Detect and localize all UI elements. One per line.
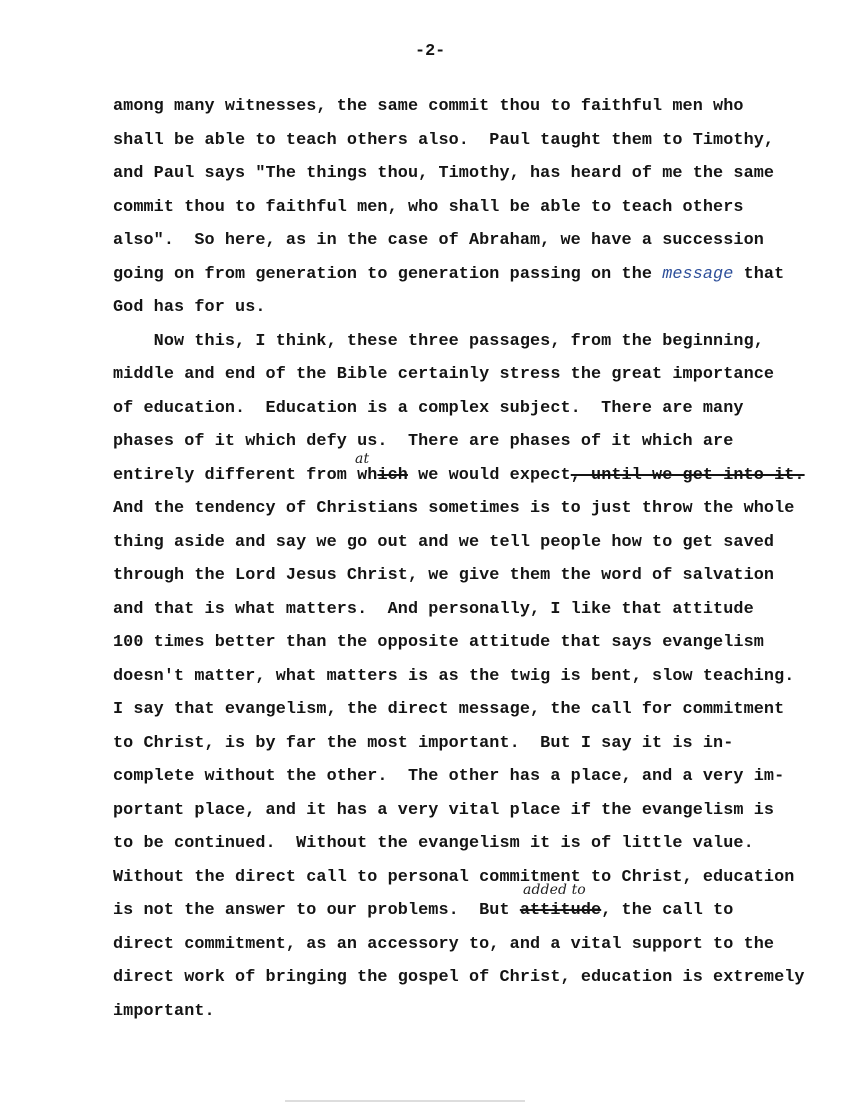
- text-line: [113, 727, 805, 761]
- document-body: [113, 90, 805, 1028]
- text-segment: doesn't matter, what matters is as the twig is bent, slow teaching.: [113, 666, 795, 686]
- text-line: [113, 191, 805, 225]
- text-segment: thing aside and say we go out and we tell people how to get saved: [113, 532, 775, 552]
- handwritten-insertion: at: [355, 450, 370, 467]
- text-line: [113, 626, 805, 660]
- text-line: [113, 794, 805, 828]
- text-line: [113, 492, 805, 526]
- text-segment: going on from generation to generation passing on the: [113, 264, 663, 284]
- scan-edge: [285, 1100, 525, 1102]
- text-segment: And the tendency of Christians sometimes is to just throw the whole: [113, 499, 795, 518]
- text-segment: 100 times better than the opposite attitude that says evangelism: [113, 633, 764, 652]
- struck-text: attitude: [519, 901, 602, 920]
- text-line: [113, 760, 805, 794]
- highlighted-word: message: [662, 264, 734, 284]
- text-line: [113, 224, 805, 258]
- text-line: [113, 593, 805, 627]
- text-line: [113, 693, 805, 727]
- page-number: -2-: [415, 42, 446, 61]
- text-line: [113, 526, 805, 560]
- text-line: [113, 928, 805, 962]
- text-segment: middle and end of the Bible certainly stress the great importance: [113, 365, 775, 384]
- text-segment: of education. Education is a complex subject. There are many: [113, 398, 744, 418]
- handwritten-insertion: added to: [523, 882, 586, 898]
- text-segment: important.: [113, 1001, 215, 1021]
- text-segment: entirely different from wh: [113, 465, 378, 485]
- text-line: [113, 325, 805, 359]
- text-line: [113, 450, 805, 493]
- text-line: [113, 995, 805, 1029]
- struck-text: ich: [377, 465, 408, 485]
- text-segment: and that is what matters. And personally, I like that attitude: [113, 599, 754, 619]
- text-segment: among many witnesses, the same commit thou to faithful men who: [113, 97, 744, 116]
- text-segment: shall be able to teach others also. Paul taught them to Timothy,: [113, 130, 775, 150]
- text-segment: phases of it which defy us. There are phases of it which are: [113, 432, 734, 451]
- text-line: [113, 861, 805, 895]
- text-segment: complete without the other. The other has a place, and a very im-: [113, 767, 785, 786]
- text-segment: , the call to: [601, 901, 734, 920]
- text-segment: direct work of bringing the gospel of Christ, education is extremely: [113, 968, 805, 987]
- text-segment: direct commitment, as an accessory to, and a vital support to the: [113, 934, 775, 954]
- text-segment: we would expect: [407, 465, 571, 485]
- text-segment: Now this, I think, these three passages, from the beginning,: [113, 331, 764, 351]
- text-line: [113, 358, 805, 392]
- text-segment: Without the direct call to personal commitment to Christ, education: [113, 867, 795, 887]
- text-line: [113, 90, 805, 124]
- text-line: [113, 157, 805, 191]
- text-line: [113, 124, 805, 158]
- text-line: [113, 291, 805, 325]
- text-segment: is not the answer to our problems. But: [113, 901, 520, 920]
- text-line: [113, 392, 805, 426]
- text-segment: also". So here, as in the case of Abraham, we have a succession: [113, 231, 764, 250]
- text-segment: through the Lord Jesus Christ, we give them the word of salvation: [113, 566, 775, 585]
- text-segment: that: [733, 264, 785, 284]
- text-segment: to be continued. Without the evangelism it is of little value.: [113, 834, 754, 853]
- text-line: [113, 425, 805, 459]
- text-line: [113, 882, 805, 928]
- text-segment: and Paul says "The things thou, Timothy, has heard of me the same: [113, 164, 775, 183]
- text-segment: God has for us.: [113, 298, 266, 317]
- text-segment: commit thou to faithful men, who shall be able to teach others: [113, 197, 744, 217]
- text-line: [113, 827, 805, 861]
- struck-text: , until we get into it.: [570, 465, 805, 485]
- text-line: [113, 961, 805, 995]
- text-line: [113, 660, 805, 694]
- text-segment: I say that evangelism, the direct message, the call for commitment: [113, 700, 785, 719]
- text-segment: portant place, and it has a very vital place if the evangelism is: [113, 800, 775, 820]
- text-segment: to Christ, is by far the most important. But I say it is in-: [113, 733, 734, 753]
- text-line: [113, 559, 805, 593]
- text-line: [113, 258, 805, 292]
